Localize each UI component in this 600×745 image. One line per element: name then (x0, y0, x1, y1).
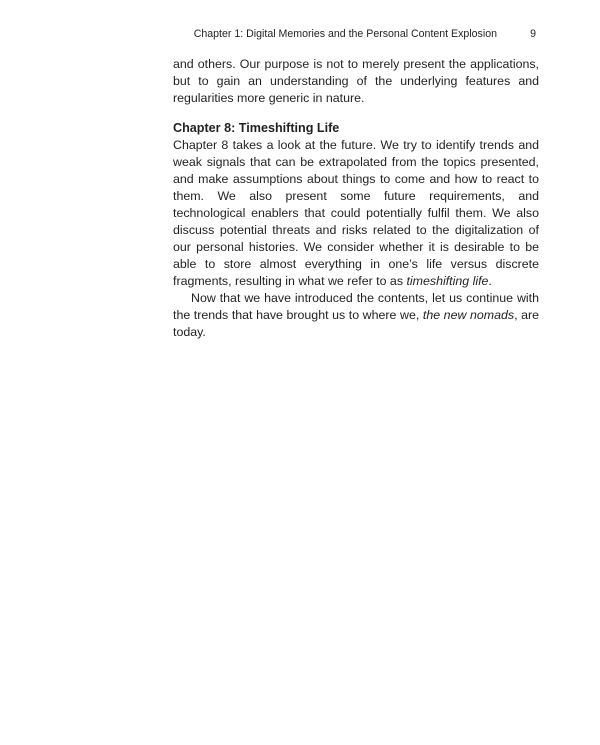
running-head (175, 26, 537, 42)
paragraph-1-end: . (488, 274, 492, 288)
section-paragraph-2 (173, 290, 539, 341)
page-number: 9 (530, 28, 536, 40)
running-head-title: Chapter 1: Digital Memories and the Personal Content Explosion (193, 28, 497, 40)
paragraph-2-start: Now that we have introduced the contents, let us continue with the trends that have brought us to where we, (173, 291, 539, 322)
section-paragraph-1 (173, 137, 539, 290)
new-nomads-term: the new nomads (422, 308, 515, 322)
continuation-paragraph: and others. Our purpose is not to merely present the applications, but to gain an understanding of the underlying features and regularities more generic in nature. (173, 57, 539, 105)
paragraph-2-end: , are today. (173, 308, 540, 339)
body-text (173, 56, 539, 341)
timeshifting-life-term: timeshifting life (406, 274, 489, 288)
section-heading: Chapter 8: Timeshifting Life (173, 121, 340, 135)
paragraph-1-text: Chapter 8 takes a look at the future. We try to identify trends and weak signals that can be extrapolated from the topics presented, and make assumptions about things to come and how to react to them. We also present some future requirements, and technological enablers that could potentially fulfil them. We also discuss potential threats and risks related to the digitalization of our personal histories. We consider whether it is desirable to be able to store almost everything in one’s life versus discrete fragments, resulting in what we refer to as (173, 138, 539, 288)
